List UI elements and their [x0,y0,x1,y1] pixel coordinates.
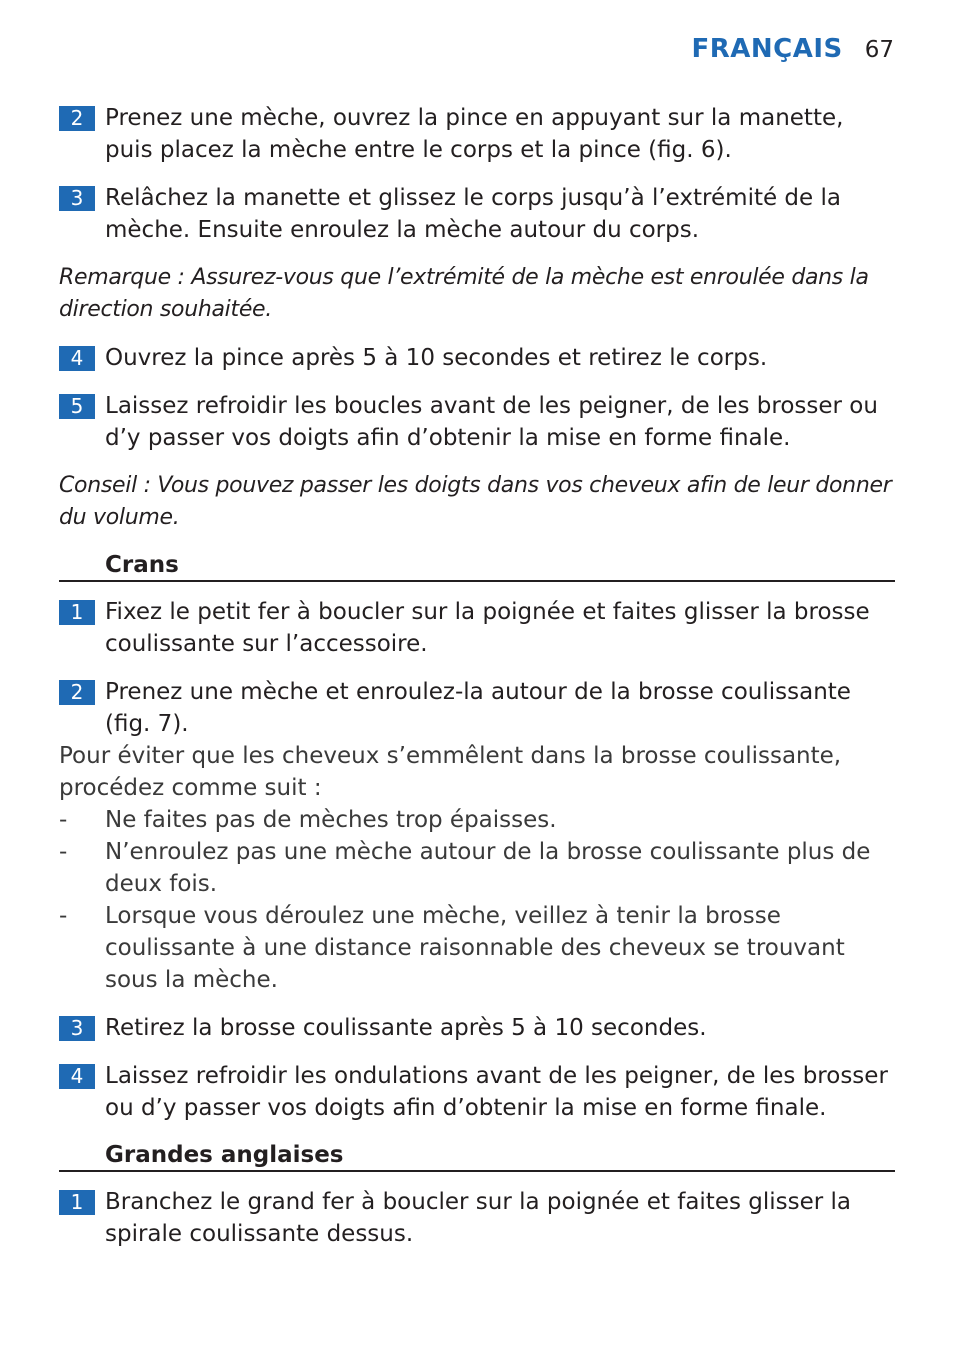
step-number-badge: 1 [59,600,95,625]
page-content [59,102,895,1266]
list-item [59,900,895,996]
list-item [59,836,895,900]
list-item-text: Lorsque vous déroulez une mèche, veillez à tenir la brosse coulissante à une distance raisonnable des cheveux se trouvant sous la mèche. [105,903,845,993]
step-text: Fixez le petit fer à boucler sur la poignée et faites glisser la brosse coulissante sur l’accessoire. [105,599,870,657]
step-2-instruction [59,102,895,166]
step-number-badge: 3 [59,186,95,211]
step-text: Relâchez la manette et glissez le corps jusqu’à l’extrémité de la mèche. Ensuite enroulez la mèche autour du corps. [105,185,841,243]
page-number: 67 [864,37,894,63]
list-item [59,804,895,836]
list-item-text: N’enroulez pas une mèche autour de la brosse coulissante plus de deux fois. [105,839,871,897]
step-number-badge: 2 [59,680,95,705]
crans-paragraph: Pour éviter que les cheveux s’emmêlent dans la brosse coulissante, procédez comme suit : [59,743,842,801]
step-text: Retirez la brosse coulissante après 5 à 10 secondes. [105,1015,707,1041]
step-text: Prenez une mèche et enroulez-la autour de la brosse coulissante (fig. 7). [105,679,851,737]
section-heading-crans: Crans [59,550,895,582]
step-number-badge: 3 [59,1016,95,1041]
step-text: Prenez une mèche, ouvrez la pince en appuyant sur la manette, puis placez la mèche entre le corps et la pince (fig. 6). [105,105,844,163]
list-dash: - [59,903,68,929]
step-text: Laissez refroidir les boucles avant de les peigner, de les brosser ou d’y passer vos doigts afin d’obtenir la mise en forme finale. [105,393,878,451]
step-text: Ouvrez la pince après 5 à 10 secondes et retirez le corps. [105,345,768,371]
language-label: FRANÇAIS [691,34,843,64]
step-number-badge: 1 [59,1190,95,1215]
step-number-badge: 4 [59,346,95,371]
step-4-instruction [59,342,895,374]
tip-note: Conseil : Vous pouvez passer les doigts dans vos cheveux afin de leur donner du volume. [59,473,892,530]
step-number-badge: 4 [59,1064,95,1089]
list-dash: - [59,807,68,833]
remark-note: Remarque : Assurez-vous que l’extrémité de la mèche est enroulée dans la direction souhaitée. [59,265,869,322]
page-header [691,34,894,64]
crans-step-1 [59,596,895,660]
spacer [59,996,895,1012]
step-text: Branchez le grand fer à boucler sur la poignée et faites glisser la spirale coulissante dessus. [105,1189,852,1247]
step-text: Laissez refroidir les ondulations avant de les peigner, de les brosser ou d’y passer vos doigts afin d’obtenir la mise en forme finale. [105,1063,888,1121]
list-item-text: Ne faites pas de mèches trop épaisses. [105,807,557,833]
step-number-badge: 5 [59,394,95,419]
section-heading-grandes-anglaises: Grandes anglaises [59,1140,895,1172]
step-number-badge: 2 [59,106,95,131]
anglaises-step-1 [59,1186,895,1250]
crans-step-2 [59,676,895,740]
step-3-instruction [59,182,895,246]
step-5-instruction [59,390,895,454]
list-dash: - [59,839,68,865]
crans-step-3 [59,1012,895,1044]
crans-step-4 [59,1060,895,1124]
